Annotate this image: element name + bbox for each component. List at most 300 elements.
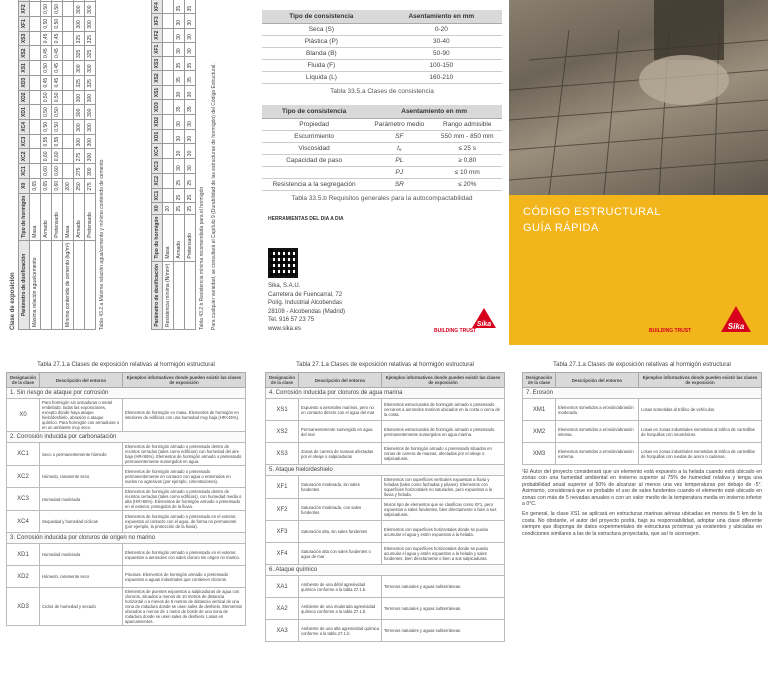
- sika-logo-text: Sika: [476, 321, 492, 328]
- sc-cell: Viscosidad: [262, 143, 366, 155]
- exposure-value: [30, 75, 41, 90]
- example-description: Elementos estructurales de hormigón armado o pretensado permanentemente sumergidos en agua marina.: [382, 421, 505, 443]
- sc-cell: ≤ 20%: [432, 179, 502, 191]
- exposure-class: [19, 0, 30, 2]
- exposure-row: [30, 0, 41, 330]
- sc-cell: PL: [366, 155, 432, 167]
- exposure-heading: Clase de exposición: [10, 272, 16, 330]
- exposure-value: [163, 129, 174, 144]
- exposure-value: 30: [185, 129, 196, 144]
- col-header: Designación de la clase: [523, 373, 556, 388]
- consistency-cell: 50-90: [381, 48, 502, 60]
- table-row: [7, 566, 246, 588]
- table-row: [7, 488, 246, 511]
- exposure-value: 30: [174, 85, 185, 99]
- exposure-value: 300: [74, 16, 85, 31]
- sc-cell: SR: [366, 179, 432, 191]
- consistency-cell: Fluida (F): [262, 60, 381, 72]
- sc-row: [262, 131, 502, 143]
- exposure-value: [63, 149, 74, 164]
- section-row: [7, 432, 246, 443]
- selfcompacting-table: [262, 105, 502, 191]
- exposure-value: [163, 42, 174, 56]
- example-description: Elementos de hormigón armado o pretensado dentro de recintos cerrados (tales como edificios) con humedad del aire baja (HR<65%). Elementos de hormigón armado o pretensado permanentemente sumergidos en agua.: [123, 443, 246, 466]
- example-description: Elementos de hormigón armado o pretensado dentro de recintos cerrados (tales como edificios), con humedad media o alta (HR>65%). Elementos de hormigón armado o pretensado en el exterior, protegidos de la lluvia.: [123, 488, 246, 511]
- exposure-class: XC1: [152, 188, 163, 203]
- exposure-value: 0,65: [41, 178, 52, 193]
- exposure-value: 0,45: [52, 46, 63, 61]
- exposure-value: [63, 134, 74, 149]
- exposure-value: 25: [185, 173, 196, 188]
- example-description: Losas sometidas al tráfico de vehículos.: [639, 399, 762, 421]
- section-title: 2. Corrosión inducida por carbonatación: [7, 432, 246, 443]
- exposure-value: 25: [185, 188, 196, 203]
- exposure-header-row: [152, 0, 163, 330]
- col-header: Descripción del entorno: [299, 373, 382, 388]
- exposure-param: [52, 240, 63, 329]
- class-designation: XF2: [266, 499, 299, 521]
- exposure-value: 300: [74, 90, 85, 105]
- exposure-value: 325: [74, 75, 85, 90]
- exposure-note1: Tabla 43.2.a Máxima relación agua/cemento y mínimo contenido de cemento: [99, 159, 105, 330]
- exposure-class: XD1: [152, 129, 163, 144]
- cover-subtitle: GUÍA RÁPIDA: [523, 222, 599, 234]
- exposure-value: [63, 31, 74, 46]
- exposure-value: 30: [185, 28, 196, 42]
- exposure-value: 35: [185, 71, 196, 85]
- exposure-table-1: [6, 372, 246, 626]
- consistency-cell: Plástica (P): [262, 36, 381, 48]
- exposure-value: 35: [185, 100, 196, 115]
- exposure-type: Pretensado: [185, 214, 196, 261]
- exposure-row-header: Parámetro de dosificación: [19, 240, 30, 329]
- environment-description: Ciclos de humedad y secado: [40, 588, 123, 626]
- exposure-class: XD2: [19, 90, 30, 105]
- exposure-class: XS1: [19, 61, 30, 76]
- col-header: Designación de la clase: [7, 373, 40, 388]
- table-row: [7, 588, 246, 626]
- exposure-value: 25: [174, 173, 185, 188]
- exposure-value: 30: [185, 42, 196, 56]
- exposure-value: 0,45: [52, 31, 63, 46]
- example-description: Piscinas. Elementos de hormigón armado o pretensado expuestos a aguas industriales que contienen cloruros.: [123, 566, 246, 588]
- example-description: Elementos de hormigón armado o pretensado en el exterior, expuestos a aerosoles con sales cloruro sin origen no marino.: [123, 544, 246, 566]
- exposure-value: 0,50: [52, 105, 63, 120]
- class-designation: XC1: [7, 443, 40, 466]
- exposure-class: XF4: [152, 0, 163, 14]
- exposure-table-2: [265, 372, 505, 642]
- exposure-table-3: [522, 372, 762, 465]
- sc-cell: PJ: [366, 167, 432, 179]
- exposure-value: 300: [74, 61, 85, 76]
- example-description: Elementos con superficies horizontales donde se pueda acumular el agua y estén expuestos a la helada.: [382, 521, 505, 543]
- section-title: 6. Ataque químico: [266, 565, 505, 576]
- class-designation: XD1: [7, 544, 40, 566]
- exposure-value: 30: [174, 42, 185, 56]
- class-designation: XS2: [266, 421, 299, 443]
- environment-description: Expuesto a aerosoles marinos, pero no en contacto directo con el agua del mar: [299, 399, 382, 421]
- exposure-row: [163, 0, 174, 330]
- exposure-header-row: [19, 0, 30, 330]
- contact-line: Carretera de Fuencarral, 72: [268, 291, 343, 298]
- exposure-value: [30, 16, 41, 31]
- exposure-param: [185, 261, 196, 329]
- section-row: [7, 533, 246, 544]
- exposure-type: Armado: [41, 193, 52, 240]
- exposure-value: 300: [85, 2, 96, 17]
- table-row: [266, 576, 505, 598]
- contact-line: Sika, S.A.U.: [268, 283, 301, 289]
- exposure-value: [30, 134, 41, 149]
- exposure-value: [163, 144, 174, 159]
- consistency-cell: Blanda (B): [262, 48, 381, 60]
- table-row: [7, 511, 246, 533]
- cover-panel: [509, 0, 768, 345]
- sc-row: [262, 179, 502, 191]
- xs1-paragraph: En general, la clase XS1 se aplicará en estructuras marinas aéreas ubicadas en menos de 5 km de la costa. No obstante, el autor del proyecto podrá, bajo su responsabilidad, adoptar una clase diferente siempre que disponga de datos experimentales de estructuras próximas ya existentes y ubicadas en condiciones similares a las de la estructura proyectada, que así lo aconsejen.: [522, 511, 762, 537]
- exposure-row-header: Parámetro de dosificación: [152, 261, 163, 329]
- exposure-value: 30: [185, 144, 196, 159]
- exposure-type: Masa: [30, 193, 41, 240]
- section-row: [7, 388, 246, 399]
- exposure-value: [30, 46, 41, 61]
- class-designation: XC4: [7, 511, 40, 533]
- exposure-value: [41, 0, 52, 2]
- class-designation: XD2: [7, 566, 40, 588]
- example-description: Elementos con superficies horizontales donde se pueda acumular el agua y estén expuestos a la helada y sales fundentes, bien directamente o bien a sus salpicaduras.: [382, 543, 505, 565]
- sc-cell: [262, 167, 366, 179]
- example-description: Terrenos naturales y aguas subterráneas.: [382, 620, 505, 642]
- exposure-value: 300: [85, 16, 96, 31]
- exposure-value: [63, 0, 74, 2]
- exposure-value: 325: [85, 46, 96, 61]
- table-title: Tabla 27.1.a Clases de exposición relativas al hormigón estructural: [37, 362, 215, 368]
- table-row: [7, 466, 246, 488]
- exposure-param: Mínimo contenido de cemento (kg/m³): [63, 240, 74, 329]
- exposure-value: 25: [174, 203, 185, 214]
- sc-cell: Resistencia a la segregación: [262, 179, 366, 191]
- exposure-value: 325: [74, 46, 85, 61]
- exposure-value: 30: [185, 114, 196, 129]
- exposure-param: [174, 261, 185, 329]
- exposure-value: 0,50: [52, 2, 63, 17]
- example-description: Terrenos naturales y aguas subterráneas.: [382, 598, 505, 620]
- sc-header: Parámetro medio: [366, 119, 432, 131]
- col-header: Ejemplos informativos donde pueden existir las clases de exposición: [382, 373, 505, 388]
- exposure-param: Resistencia mínima (N/mm²): [163, 261, 174, 329]
- environment-description: Elementos sometidos a erosión/abrasión moderada.: [556, 399, 639, 421]
- consistency-cell: Seca (S): [262, 24, 381, 36]
- environment-description: Saturación alta, sin sales fundentes: [299, 521, 382, 543]
- exposure-value: [163, 14, 174, 28]
- contact-line: www.sika.es: [268, 325, 302, 332]
- exposure-class: XD2: [152, 114, 163, 129]
- consistency-header: Tipo de consistencia: [262, 10, 381, 24]
- exposure-value: 300: [85, 119, 96, 134]
- exposure-value: 275: [74, 164, 85, 179]
- exposure-type: Pretensado: [85, 193, 96, 240]
- exposure-value: 325: [85, 31, 96, 46]
- exposure-value: 300: [85, 149, 96, 164]
- sika-logo: [470, 306, 498, 330]
- table-row: [266, 598, 505, 620]
- exposure-value: [85, 0, 96, 2]
- contact-address: [268, 282, 345, 333]
- sc-row: [262, 143, 502, 155]
- exposure-value: 0,55: [52, 134, 63, 149]
- example-description: Elementos de hormigón armado o pretensado situados en zonas de carrera de mareas, afectadas por el oleaje o salpicaduras.: [382, 443, 505, 465]
- sc-row: [262, 155, 502, 167]
- erosion-footnote: ¹El Autor del proyecto considerará que un elemento está expuesto a la helada cuando está ubicado en zonas con una humedad ambiental en invierno superior al 75% de humedad relativa y tenga una probabilidad anual superior al 50% de alcanzar al menos una vez temperaturas por debajo de -5°. Asimismo, considerará que es probable el uso de sales fundentes cuando el elemento esté ubicado en zonas con más de 5 nevadas anuales o con un valor medio de la temperatura media en invierno inferior a 0°C.: [522, 469, 762, 508]
- table-row: [266, 543, 505, 565]
- cover-logo-text: Sika: [727, 322, 745, 331]
- sc-cell: 550 mm - 850 mm: [432, 131, 502, 143]
- contact-line: 28108 - Alcobendas (Madrid): [268, 308, 346, 315]
- exposure-value: [63, 75, 74, 90]
- exposure-value: 0,50: [41, 16, 52, 31]
- exposure-value: 0,45: [41, 46, 52, 61]
- consistency-cell: 160-210: [381, 72, 502, 84]
- col-header: Ejemplos informativos donde pueden existir las clases de exposición: [123, 373, 246, 388]
- exposure-param: [74, 240, 85, 329]
- class-designation: XF1: [266, 476, 299, 499]
- exposure-value: 35: [174, 100, 185, 115]
- exposure-value: [163, 56, 174, 70]
- exposure-value: 300: [85, 90, 96, 105]
- consistency-caption: Tabla 33.5.a Clases de consistencia: [330, 88, 434, 95]
- exposure-type: Masa: [63, 193, 74, 240]
- exposure-row-header: Tipo de hormigón: [152, 214, 163, 261]
- table-row: [523, 399, 762, 421]
- class-designation: XC3: [7, 488, 40, 511]
- environment-description: Sequedad y humedad cíclicas: [40, 511, 123, 533]
- exposure-value: [163, 114, 174, 129]
- table-row: [266, 521, 505, 543]
- table-row: [523, 443, 762, 465]
- exposure-param: [41, 240, 52, 329]
- exposure-type: Armado: [174, 214, 185, 261]
- exposure-value: [163, 188, 174, 203]
- exposure-panel: [0, 0, 255, 340]
- exposure-value: 0,50: [41, 105, 52, 120]
- contact-line: Tel. 916 57 23 75: [268, 317, 315, 323]
- exposure-class: XC4: [152, 144, 163, 159]
- environment-description: Humedad moderada: [40, 544, 123, 566]
- sc-cell: Capacidad de paso: [262, 155, 366, 167]
- environment-description: Saturación moderada, con sales fundentes: [299, 499, 382, 521]
- sc-cell: ≤ 10 mm: [432, 167, 502, 179]
- exposure-table: [18, 0, 96, 330]
- exposure-class: XC4: [19, 119, 30, 134]
- exposure-value: [163, 28, 174, 42]
- exposure-row: [185, 0, 196, 330]
- sc-cell: SF: [366, 131, 432, 143]
- example-description: Muros tipo de elementos que se clasifican como XF1, pero expuestos a sales fundentes, bien directamente o bien a sus salpicaduras.: [382, 499, 505, 521]
- exposure-value: 0,60: [52, 149, 63, 164]
- exposure-class: XS3: [152, 56, 163, 70]
- exposure-value: 300: [85, 134, 96, 149]
- exposure-row: [85, 0, 96, 330]
- example-description: Losas en zonas industriales sometidas al tráfico de carretillas de horquillas con neumáticos.: [639, 421, 762, 443]
- contact-line: Políg. Industrial Alcobendas: [268, 300, 343, 306]
- exposure-type: Armado: [74, 193, 85, 240]
- consistency-cell: Líquida (L): [262, 72, 381, 84]
- environment-description: Elementos sometidos a erosión/abrasión intensa.: [556, 421, 639, 443]
- class-designation: XF4: [266, 543, 299, 565]
- sc-cell: Escurrimiento: [262, 131, 366, 143]
- exposure-class: X0: [152, 203, 163, 214]
- consistency-row: [262, 24, 502, 36]
- exposure-value: 0,60: [52, 178, 63, 193]
- environment-description: Ambiente de una alta agresividad química conforme a la tabla 27.1.b.: [299, 620, 382, 642]
- section-title: 4. Corrosión inducida por cloruros de agua marina: [266, 388, 505, 399]
- exposure-value: [163, 71, 174, 85]
- exposure-value: [30, 90, 41, 105]
- exposure-value: 30: [185, 85, 196, 99]
- section-row: [266, 388, 505, 399]
- exposure-value: 20: [163, 203, 174, 214]
- exposure-rotated-block: [10, 2, 217, 330]
- exposure-class: XC2: [152, 173, 163, 188]
- exposure-class: XC3: [19, 134, 30, 149]
- exposure-value: 325: [74, 31, 85, 46]
- exposure-value: 300: [85, 164, 96, 179]
- col-header: Descripción del entorno: [556, 373, 639, 388]
- qr-code[interactable]: [268, 248, 298, 278]
- cover-title: CÓDIGO ESTRUCTURAL: [523, 206, 661, 218]
- sc-cell: t₅: [366, 143, 432, 155]
- class-designation: XS1: [266, 399, 299, 421]
- exposure-value: [63, 61, 74, 76]
- exposure-value: [63, 46, 74, 61]
- consistency-row: [262, 72, 502, 84]
- example-description: Elementos estructurales de hormigón armado o pretensado cercanos a aerosoles marinos ubicados en la costa o cerca de la costa.: [382, 399, 505, 421]
- exposure-value: 0,45: [41, 31, 52, 46]
- exposure-value: [30, 119, 41, 134]
- exposure-value: 0,50: [52, 90, 63, 105]
- example-description: Elementos de puentes expuestos a salpicaduras de agua con cloruros, situados a menos de 10 metros de distancia horizontal o a menos de 5 metros de distancia vertical de una zona de rodadura donde se usen sales de deshielo. Elementos ubicados a menos de 1 metro de borde de una zona de rodadura donde se usen sales de deshielo. Losas en aparcamientos.: [123, 588, 246, 626]
- exposure-class: XS1: [152, 85, 163, 99]
- exposure-value: [63, 164, 74, 179]
- environment-description: Humedad moderada: [40, 488, 123, 511]
- exposure-value: 300: [74, 2, 85, 17]
- table-row: [7, 544, 246, 566]
- exposure-value: [30, 164, 41, 179]
- class-designation: XS3: [266, 443, 299, 465]
- exposure-value: 30: [174, 159, 185, 174]
- class-designation: XA1: [266, 576, 299, 598]
- exposure-value: [63, 90, 74, 105]
- environment-description: Permanentemente sumergido en agua del mar: [299, 421, 382, 443]
- exposure-value: [163, 100, 174, 115]
- exposure-value: 200: [63, 178, 74, 193]
- exposure-panel-2: [265, 362, 505, 642]
- exposure-value: 0,45: [52, 61, 63, 76]
- exposure-value: [63, 2, 74, 17]
- section-title: 5. Ataque hielo/deshielo: [266, 465, 505, 476]
- section-row: [523, 388, 762, 399]
- exposure-value: 35: [185, 0, 196, 14]
- sc-cell: ≥ 0,80: [432, 155, 502, 167]
- exposure-row: [52, 0, 63, 330]
- class-designation: XF3: [266, 521, 299, 543]
- exposure-note3: Para cualquier variedad, se consultará el Capítulo 9 (Durabilidad de las estructuras de hormigón) del Código Estructural.: [211, 63, 217, 330]
- exposure-value: 0,60: [41, 164, 52, 179]
- environment-description: Ambiente de una moderada agresividad química conforme a la tabla 27.1.b.: [299, 598, 382, 620]
- exposure-value: 0,60: [52, 164, 63, 179]
- class-designation: XA2: [266, 598, 299, 620]
- exposure-class: XF2: [19, 2, 30, 17]
- exposure-value: 0,60: [41, 149, 52, 164]
- exposure-value: [52, 0, 63, 2]
- table-title: Tabla 27.1.a Clases de exposición relativas al hormigón estructural: [296, 362, 474, 368]
- exposure-value: [163, 85, 174, 99]
- table-row: [266, 620, 505, 642]
- exposure-value: 30: [185, 14, 196, 28]
- exposure-value: 275: [85, 178, 96, 193]
- exposure-value: [74, 0, 85, 2]
- exposure-value: [163, 0, 174, 14]
- exposure-class: XF1: [152, 42, 163, 56]
- exposure-value: [30, 0, 41, 2]
- exposure-value: 300: [85, 61, 96, 76]
- table-row: [7, 399, 246, 432]
- class-designation: XM1: [523, 399, 556, 421]
- exposure-param: [85, 240, 96, 329]
- environment-description: Húmedo, raramente seco: [40, 466, 123, 488]
- exposure-value: 250: [74, 178, 85, 193]
- consistency-row: [262, 48, 502, 60]
- exposure-value: 0,55: [41, 134, 52, 149]
- exposure-class: XF1: [19, 16, 30, 31]
- class-designation: X0: [7, 399, 40, 432]
- exposure-value: 300: [85, 105, 96, 120]
- exposure-value: 35: [174, 56, 185, 70]
- sc-header: Propiedad: [262, 119, 366, 131]
- exposure-value: 30: [174, 144, 185, 159]
- exposure-value: 0,50: [41, 61, 52, 76]
- table-row: [266, 399, 505, 421]
- exposure-param: Máxima relación agua/cemento: [30, 240, 41, 329]
- exposure-class: X0: [19, 178, 30, 193]
- exposure-class: XD3: [152, 100, 163, 115]
- exposure-value: 0,45: [41, 75, 52, 90]
- strength-table: [151, 0, 196, 330]
- sc-row: [262, 167, 502, 179]
- section-title: 3. Corrosión inducida por cloruros de origen no marino: [7, 533, 246, 544]
- exposure-type: Masa: [163, 214, 174, 261]
- exposure-value: [30, 31, 41, 46]
- exposure-value: 300: [74, 105, 85, 120]
- table-row: [266, 421, 505, 443]
- environment-description: Seco o permanentemente húmedo: [40, 443, 123, 466]
- cover-sika-logo: [719, 304, 753, 334]
- consistency-cell: 30-40: [381, 36, 502, 48]
- exposure-row: [63, 0, 74, 330]
- example-description: Elementos de hormigón en masa. Elementos de hormigón en interiores de edificios con una humedad muy baja (HR<45%).: [123, 399, 246, 432]
- example-description: Terrenos naturales y aguas subterráneas.: [382, 576, 505, 598]
- exposure-row: [41, 0, 52, 330]
- col-header: Ejemplos informativos donde pueden existir las clases de exposición: [639, 373, 762, 388]
- exposure-value: 25: [174, 188, 185, 203]
- exposure-panel-1: [6, 362, 246, 626]
- exposure-value: 300: [74, 119, 85, 134]
- example-description: Elementos con superficies verticales expuestas a lluvia y heladas (tales como fachadas y pilares). Elementos con superficies horizontales no saturados, pero expuestos a la lluvia y helada.: [382, 476, 505, 499]
- example-description: Elementos de hormigón armado o pretensado permanentemente en contacto con agua o enterrados en suelos no agresivos (por ejemplo, cimentaciones).: [123, 466, 246, 488]
- class-designation: XD3: [7, 588, 40, 626]
- exposure-value: [30, 149, 41, 164]
- example-description: Elementos de hormigón armado o pretensado en el exterior, expuestos al contacto con el agua, de forma no permanente (por ejemplo, la protección de la lluvia).: [123, 511, 246, 533]
